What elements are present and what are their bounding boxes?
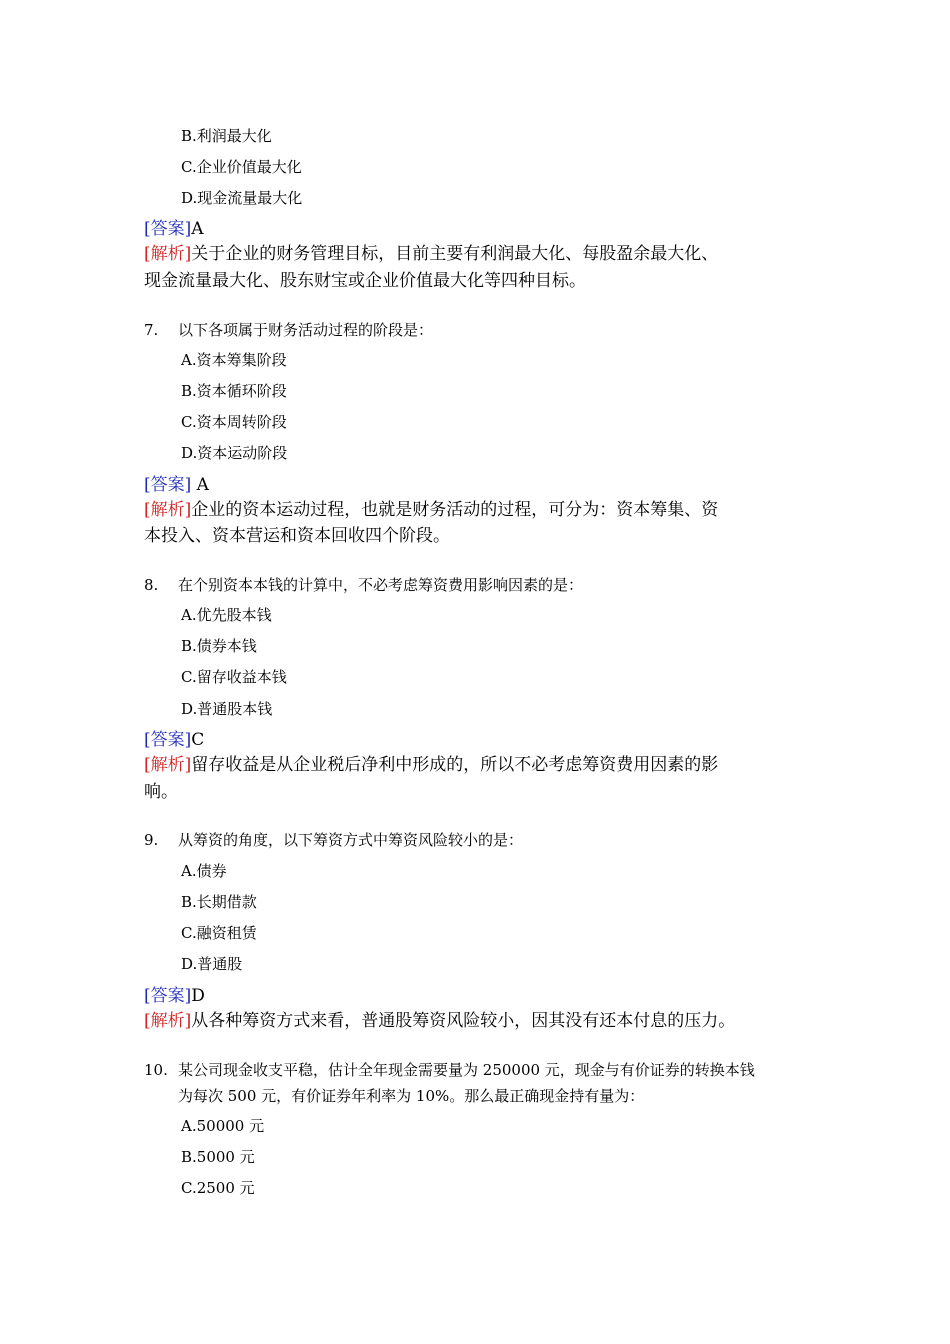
question-text: 从筹资的角度，以下筹资方式中筹资风险较小的是： (178, 831, 524, 849)
explanation-tag: [解析] (144, 1011, 192, 1031)
q6-explanation-line-2: 现金流量最大化、股东财宝或企业价值最大化等四种目标。 (144, 271, 586, 291)
q7-option-a: A.资本筹集阶段 (181, 351, 287, 369)
q7-option-b: B.资本循环阶段 (181, 382, 287, 400)
q6-option-c: C.企业价值最大化 (181, 158, 302, 176)
question-number: 8. (144, 576, 159, 594)
answer-tag: [答案] (144, 219, 192, 239)
q10-option-a: A.50000 元 (181, 1117, 265, 1135)
q9-option-d: D.普通股 (181, 955, 243, 973)
answer-tag: [答案] (144, 986, 192, 1006)
q7-question (144, 323, 433, 338)
q10-question-line-2: 为每次 500 元，有价证券年利率为 10%。那么最正确现金持有量为： (178, 1087, 645, 1105)
question-number: 10. (144, 1061, 168, 1079)
q9-option-a: A.债券 (181, 862, 227, 880)
q6-option-b: B.利润最大化 (181, 127, 272, 145)
answer-tag: [答案] (144, 730, 192, 750)
explanation-tag: [解析] (144, 244, 192, 264)
q8-option-a: A.优先股本钱 (181, 606, 272, 624)
answer-tag: [答案] (144, 475, 192, 495)
answer-value: A (191, 475, 209, 495)
question-number: 9. (144, 831, 159, 849)
explanation-text: 企业的资本运动过程，也就是财务活动的过程，可分为：资本筹集、资 (191, 500, 719, 520)
q8-question (144, 578, 583, 593)
q7-explanation-line-2: 本投入、资本营运和资本回收四个阶段。 (144, 526, 450, 546)
answer-value: C (191, 730, 205, 750)
q6-option-d: D.现金流量最大化 (181, 189, 303, 207)
question-text: 以下各项属于财务活动过程的阶段是： (178, 321, 434, 339)
q10-question (144, 1063, 755, 1078)
q9-explanation-line-1 (144, 1013, 735, 1030)
q8-option-c: C.留存收益本钱 (181, 668, 287, 686)
q7-option-d: D.资本运动阶段 (181, 444, 288, 462)
question-text: 在个别资本本钱的计算中，不必考虑筹资费用影响因素的是： (178, 576, 584, 594)
q6-explanation-line-1 (144, 246, 718, 263)
q9-option-b: B.长期借款 (181, 893, 257, 911)
explanation-text: 从各种筹资方式来看，普通股筹资风险较小，因其没有还本付息的压力。 (191, 1011, 736, 1031)
question-text: 某公司现金收支平稳，估计全年现金需要量为 250000 元，现金与有价证券的转换本钱 (178, 1061, 755, 1079)
q9-option-c: C.融资租赁 (181, 924, 257, 942)
q8-explanation-line-1 (144, 757, 718, 774)
q10-option-c: C.2500 元 (181, 1179, 255, 1197)
q9-answer (144, 988, 205, 1005)
q9-question (144, 833, 523, 848)
q7-option-c: C.资本周转阶段 (181, 413, 287, 431)
explanation-text: 关于企业的财务管理目标，目前主要有利润最大化、每股盈余最大化、 (191, 244, 719, 264)
q7-explanation-line-1 (144, 502, 718, 519)
q6-answer (144, 221, 204, 238)
answer-value: D (191, 986, 205, 1006)
q8-explanation-line-2: 响。 (144, 782, 178, 802)
question-number: 7. (144, 321, 159, 339)
q7-answer (144, 477, 209, 494)
q8-answer (144, 732, 204, 749)
q8-option-b: B.债券本钱 (181, 637, 257, 655)
explanation-tag: [解析] (144, 755, 192, 775)
answer-value: A (191, 219, 204, 239)
q8-option-d: D.普通股本钱 (181, 700, 273, 718)
explanation-tag: [解析] (144, 500, 192, 520)
explanation-text: 留存收益是从企业税后净利中形成的，所以不必考虑筹资费用因素的影 (191, 755, 719, 775)
q10-option-b: B.5000 元 (181, 1148, 255, 1166)
